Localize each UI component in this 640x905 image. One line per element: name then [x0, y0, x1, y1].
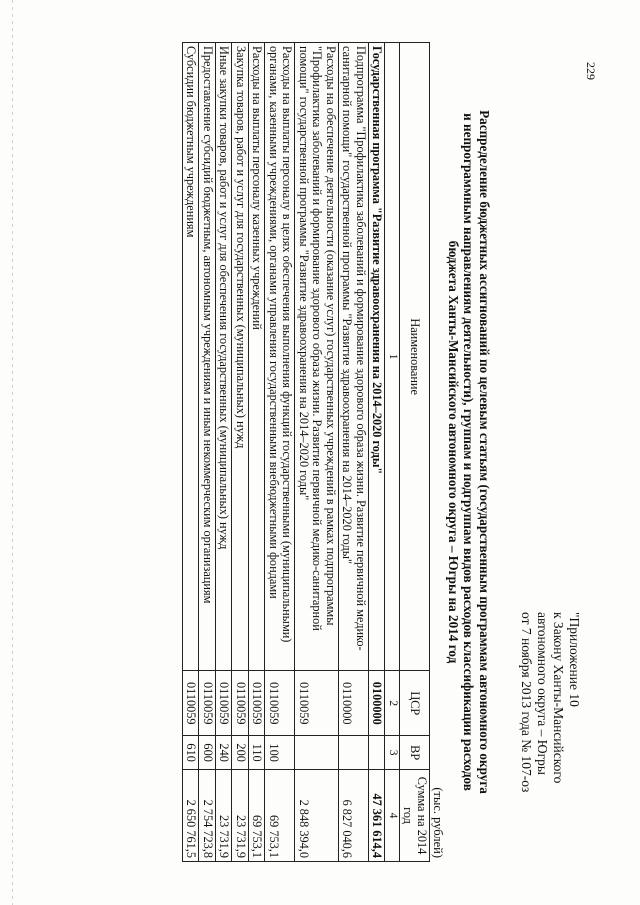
row-sum-cell: 69 753,1	[265, 769, 295, 861]
row-name-cell: Субсидии бюджетным учреждениям	[183, 43, 200, 671]
title-line: бюджета Ханты-Мансийского автономного округа – Югры на 2014 год	[446, 240, 461, 664]
table-row	[216, 43, 233, 862]
header-csr: ЦСР	[400, 671, 430, 736]
row-vr-cell: 240	[216, 736, 233, 770]
appendix-line: от 7 ноября 2013 года № 107-оз	[519, 612, 534, 793]
row-sum-cell: 2 848 394,0	[295, 769, 339, 861]
row-vr-cell: 610	[183, 736, 200, 770]
page-number: 229	[584, 62, 598, 80]
row-csr-cell: 0110059	[295, 671, 339, 736]
table-body	[183, 43, 386, 862]
row-csr-cell: 0110059	[249, 671, 266, 736]
table-row	[339, 43, 369, 862]
appendix-line: к Закону Ханты-Мансийского	[551, 612, 566, 784]
title-line: и непрограммным направлениям деятельности), группам и подгруппам видов расходов классификации расходов	[461, 113, 477, 791]
rotated-page-content	[0, 42, 590, 862]
row-vr-cell	[339, 736, 369, 770]
header-sum: Сумма на 2014 год	[400, 769, 430, 861]
column-number: 3	[385, 736, 400, 770]
row-csr-cell: 0100000	[369, 671, 386, 736]
table-row	[232, 43, 249, 862]
row-vr-cell	[369, 736, 386, 770]
column-number-row	[385, 43, 400, 862]
row-name-cell: Иные закупки товаров, работ и услуг для обеспечения государственных (муниципальных) нужд	[216, 43, 233, 671]
table-row	[249, 43, 266, 862]
row-sum-cell: 69 753,1	[249, 769, 266, 861]
header-name: Наименование	[400, 43, 430, 671]
row-sum-cell: 23 731,9	[216, 769, 233, 861]
row-name-cell: Подпрограмма "Профилактика заболеваний и формирование здорового образа жизни. Развитие первичной медико-санитарной помощи" государственной программы "Развитие здравоохранения на 2014–2020 годы"	[339, 43, 369, 671]
row-name-cell: Закупка товаров, работ и услуг для государственных (муниципальных) нужд	[232, 43, 249, 671]
table-row	[265, 43, 295, 862]
row-csr-cell: 0110059	[199, 671, 216, 736]
document-title	[446, 42, 493, 862]
units-label: (тыс. рублей)	[431, 787, 445, 858]
row-name-cell: Расходы на выплаты персоналу в целях обеспечения выполнения функций государственными (муниципальными) органами, казенными учреждениями, органами управления государственными внебюджетными фондами	[265, 43, 295, 671]
header-vr: ВР	[400, 736, 430, 770]
row-vr-cell: 600	[199, 736, 216, 770]
row-csr-cell: 0110000	[339, 671, 369, 736]
column-number: 4	[385, 769, 400, 861]
row-csr-cell: 0110059	[183, 671, 200, 736]
title-line: Распределение бюджетных ассигнований по целевым статьям (государственным программам автономного округа	[477, 110, 492, 794]
table-row	[199, 43, 216, 862]
row-sum-cell: 2 754 723,8	[199, 769, 216, 861]
column-number: 2	[385, 671, 400, 736]
appendix-line: "Приложение 10	[567, 612, 582, 707]
row-csr-cell: 0110059	[232, 671, 249, 736]
row-sum-cell: 47 361 614,4	[369, 769, 386, 861]
budget-table	[182, 42, 430, 862]
row-name-cell: Государственная программа "Развитие здравоохранения на 2014–2020 годы"	[369, 43, 386, 671]
row-csr-cell: 0110059	[216, 671, 233, 736]
row-vr-cell: 100	[265, 736, 295, 770]
table-row	[183, 43, 200, 862]
row-name-cell: Предоставление субсидий бюджетным, автономным учреждениям и иным некоммерческим организациям	[199, 43, 216, 671]
row-name-cell: Расходы на обеспечение деятельности (оказание услуг) государственных учреждений в рамках подпрограммы "Профилактика заболеваний и формирование здорового образа жизни. Развитие первичной медико-санитарной помощи" государственной программы "Развитие здравоохранения на 2014–2020 годы"	[295, 43, 339, 671]
table-header-row	[400, 43, 430, 862]
row-sum-cell: 6 827 040,6	[339, 769, 369, 861]
row-vr-cell	[295, 736, 339, 770]
column-number: 1	[385, 43, 400, 671]
row-csr-cell: 0110059	[265, 671, 295, 736]
row-sum-cell: 2 650 761,5	[183, 769, 200, 861]
row-vr-cell: 110	[249, 736, 266, 770]
row-sum-cell: 23 731,9	[232, 769, 249, 861]
row-name-cell: Расходы на выплаты персоналу казенных учреждений	[249, 43, 266, 671]
appendix-header	[518, 42, 582, 862]
table-row	[295, 43, 339, 862]
appendix-line: автономного округа – Югры	[535, 612, 550, 775]
table-row	[369, 43, 386, 862]
row-vr-cell: 200	[232, 736, 249, 770]
